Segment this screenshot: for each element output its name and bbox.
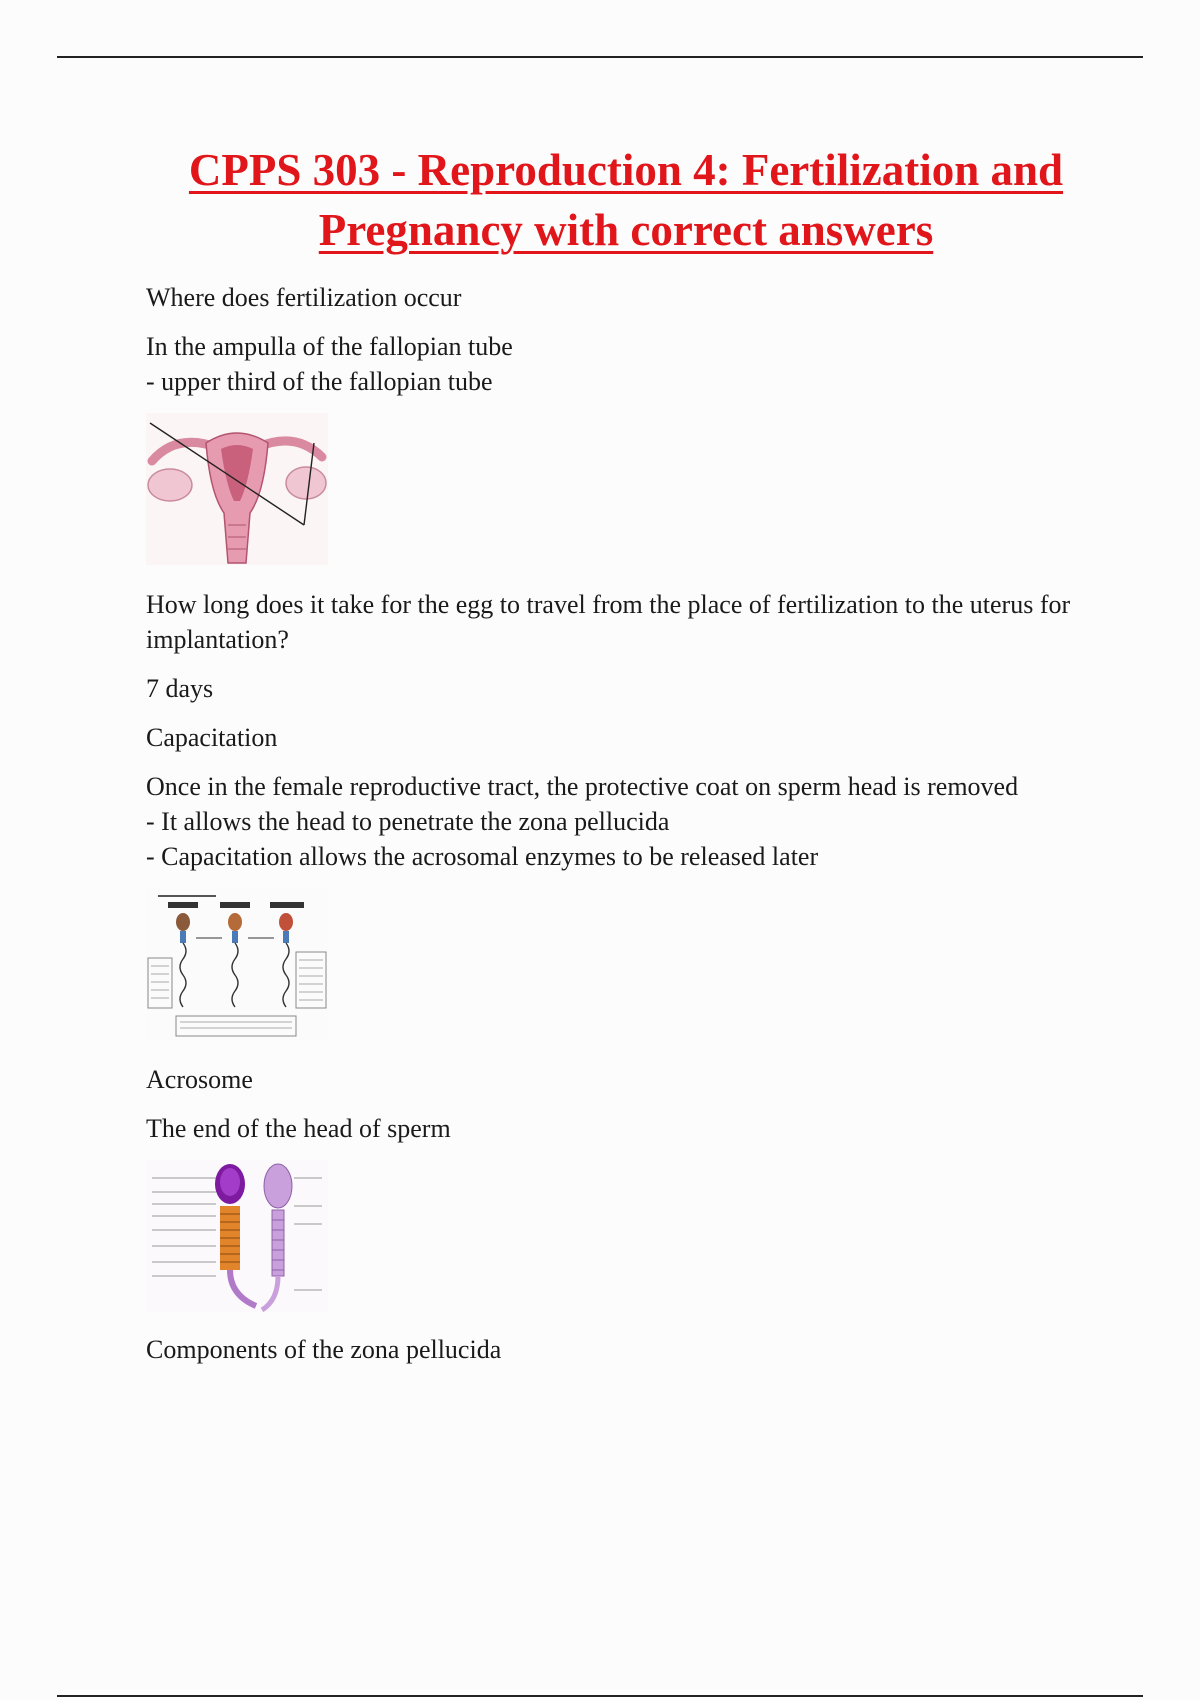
document-body (146, 140, 1106, 1367)
answer-line: The end of the head of sperm (146, 1114, 451, 1143)
sperm-anatomy-diagram (146, 1160, 1106, 1312)
answer-line: - Capacitation allows the acrosomal enzymes to be released later (146, 842, 819, 871)
header-rule (57, 56, 1143, 58)
answer-line: - upper third of the fallopian tube (146, 367, 493, 396)
question-fertilization-site: Where does fertilization occur (146, 283, 462, 312)
answer-acrosome (146, 1111, 1106, 1146)
document-title: CPPS 303 - Reproduction 4: Fertilization and Pregnancy with correct answers (188, 145, 1064, 255)
answer-line: In the ampulla of the fallopian tube (146, 332, 513, 361)
uterus-fallopian-tube-diagram (146, 413, 1106, 565)
question-acrosome: Acrosome (146, 1065, 253, 1094)
question-egg-travel-time: How long does it take for the egg to travel from the place of fertilization to the uterus for implantation? (146, 590, 1071, 654)
answer-capacitation (146, 769, 1106, 874)
footer-rule (57, 1695, 1143, 1697)
sperm-capacitation-figure (146, 888, 1106, 1040)
question-capacitation: Capacitation (146, 723, 278, 752)
answer-line: 7 days (146, 674, 214, 703)
answer-line: Once in the female reproductive tract, the protective coat on sperm head is removed (146, 772, 1019, 801)
answer-line: - It allows the head to penetrate the zona pellucida (146, 807, 670, 836)
answer-egg-travel-time (146, 671, 1106, 706)
question-zona-pellucida: Components of the zona pellucida (146, 1335, 502, 1364)
answer-fertilization-site (146, 329, 1106, 399)
